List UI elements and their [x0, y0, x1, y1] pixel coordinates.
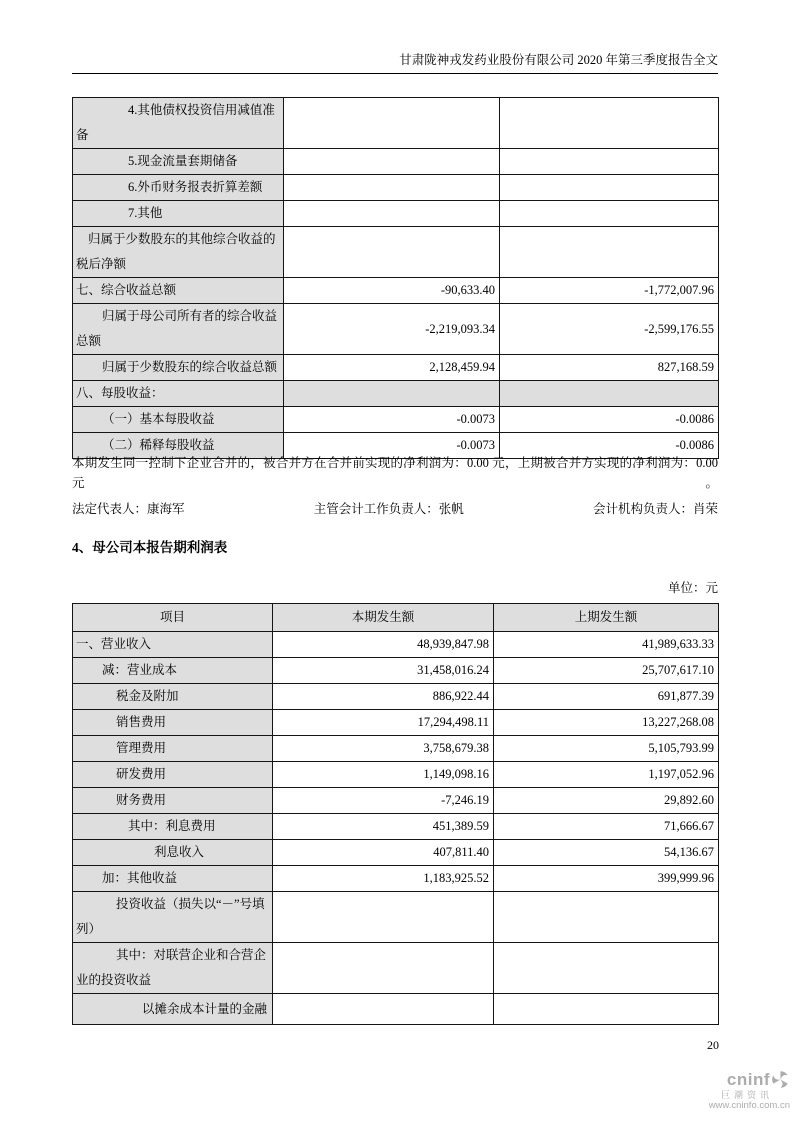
row-label-cell: 研发费用	[73, 762, 273, 788]
table-row	[73, 994, 719, 1025]
table-row	[73, 355, 719, 381]
row-label-cell: 税金及附加	[73, 684, 273, 710]
row-label-cell: 归属于母公司所有者的综合收益总额	[73, 304, 284, 355]
current-amount-cell: -0.0073	[284, 407, 500, 433]
row-label-cell: 管理费用	[73, 736, 273, 762]
row-label-cell: 7.其他	[73, 201, 284, 227]
current-amount-cell: 451,389.59	[273, 814, 494, 840]
cninfo-logo	[709, 1070, 790, 1112]
prior-amount-cell: -0.0086	[500, 407, 719, 433]
prior-amount-cell: 827,168.59	[500, 355, 719, 381]
row-label-cell: 归属于少数股东的其他综合收益的税后净额	[73, 227, 284, 278]
row-label-cell: 其中：利息费用	[73, 814, 273, 840]
chief-accountant: 主管会计工作负责人：张帆	[313, 502, 464, 516]
signature-line	[72, 499, 718, 517]
current-amount-cell	[284, 201, 500, 227]
current-amount-cell: -2,219,093.34	[284, 304, 500, 355]
prior-amount-cell	[500, 201, 719, 227]
table-header-row	[73, 604, 719, 632]
current-amount-cell: 407,811.40	[273, 840, 494, 866]
current-amount-cell	[284, 98, 500, 149]
table-row	[73, 278, 719, 304]
prior-amount-cell	[500, 98, 719, 149]
prior-amount-cell	[500, 149, 719, 175]
cninfo-url: www.cninfo.com.cn	[708, 1099, 790, 1111]
prior-amount-cell: -1,772,007.96	[500, 278, 719, 304]
prior-amount-cell	[500, 175, 719, 201]
unit-label: 单位：元	[667, 581, 718, 595]
row-label-cell: 5.现金流量套期储备	[73, 149, 284, 175]
table-row	[73, 762, 719, 788]
cninfo-caption: 巨潮资讯	[720, 1089, 773, 1100]
current-amount-cell	[284, 175, 500, 201]
current-amount-cell: 3,758,679.38	[273, 736, 494, 762]
prior-amount-cell: 54,136.67	[494, 840, 719, 866]
table-row	[73, 684, 719, 710]
document-title: 甘肃陇神戎发药业股份有限公司 2020 年第三季度报告全文	[399, 53, 718, 67]
table-row	[73, 201, 719, 227]
row-label-cell: 4.其他债权投资信用减值准备	[73, 98, 284, 149]
row-label-cell: 6.外币财务报表折算差额	[73, 175, 284, 201]
row-label-cell: 财务费用	[73, 788, 273, 814]
comprehensive-income-table	[72, 97, 719, 459]
table-row	[73, 304, 719, 355]
prior-amount-cell: 5,105,793.99	[494, 736, 719, 762]
col-header-item: 项目	[73, 604, 273, 632]
section-heading: 4、母公司本报告期利润表	[72, 540, 228, 555]
row-label-cell: 七、综合收益总额	[73, 278, 284, 304]
row-label-cell: 销售费用	[73, 710, 273, 736]
table-row	[73, 632, 719, 658]
row-label-cell: 利息收入	[73, 840, 273, 866]
current-amount-cell	[273, 892, 494, 943]
current-amount-cell: 17,294,498.11	[273, 710, 494, 736]
prior-amount-cell: 691,877.39	[494, 684, 719, 710]
current-amount-cell: -0.0073	[284, 433, 500, 459]
current-amount-cell: 2,128,459.94	[284, 355, 500, 381]
current-amount-cell	[273, 943, 494, 994]
table-row	[73, 407, 719, 433]
current-amount-cell: 886,922.44	[273, 684, 494, 710]
prior-amount-cell	[494, 994, 719, 1025]
row-label-cell: 投资收益（损失以“－”号填列）	[73, 892, 273, 943]
table-row	[73, 840, 719, 866]
legal-representative: 法定代表人：康海军	[72, 502, 185, 516]
row-label-cell: 以摊余成本计量的金融	[73, 994, 273, 1025]
row-label-cell: 归属于少数股东的综合收益总额	[73, 355, 284, 381]
current-amount-cell	[284, 381, 500, 407]
cninfo-brand-text: cninf	[726, 1070, 770, 1089]
table-row	[73, 943, 719, 994]
parent-company-income-table	[72, 603, 719, 1025]
table-row	[73, 736, 719, 762]
prior-amount-cell	[500, 227, 719, 278]
current-amount-cell: -7,246.19	[273, 788, 494, 814]
prior-amount-cell: 29,892.60	[494, 788, 719, 814]
page-number: 20	[707, 1038, 719, 1052]
table-row	[73, 381, 719, 407]
row-label-cell: 八、每股收益：	[73, 381, 284, 407]
current-amount-cell	[284, 149, 500, 175]
prior-amount-cell	[500, 381, 719, 407]
col-header-current-period: 本期发生额	[273, 604, 494, 632]
table-row	[73, 892, 719, 943]
current-amount-cell: -90,633.40	[284, 278, 500, 304]
prior-amount-cell: 1,197,052.96	[494, 762, 719, 788]
current-amount-cell	[273, 994, 494, 1025]
prior-amount-cell: 41,989,633.33	[494, 632, 719, 658]
table-row	[73, 814, 719, 840]
row-label-cell: 减：营业成本	[73, 658, 273, 684]
table-row	[73, 710, 719, 736]
col-header-prior-period: 上期发生额	[494, 604, 719, 632]
table-row	[73, 866, 719, 892]
row-label-cell: 其中：对联营企业和合营企业的投资收益	[73, 943, 273, 994]
prior-amount-cell: -2,599,176.55	[500, 304, 719, 355]
table-row	[73, 149, 719, 175]
prior-amount-cell	[494, 892, 719, 943]
merger-note: 本期发生同一控制下企业合并的，被合并方在合并前实现的净利润为：0.00 元，上期被合并方实现的净利润为：0.00 元。	[72, 456, 718, 490]
prior-amount-cell	[494, 943, 719, 994]
current-amount-cell	[284, 227, 500, 278]
current-amount-cell: 1,183,925.52	[273, 866, 494, 892]
current-amount-cell: 1,149,098.16	[273, 762, 494, 788]
cninfo-swirl-icon	[771, 1070, 790, 1089]
prior-amount-cell: 399,999.96	[494, 866, 719, 892]
table-row	[73, 788, 719, 814]
row-label-cell: 加：其他收益	[73, 866, 273, 892]
prior-amount-cell: 71,666.67	[494, 814, 719, 840]
document-header	[72, 50, 718, 74]
table-row	[73, 175, 719, 201]
row-label-cell: 一、营业收入	[73, 632, 273, 658]
current-amount-cell: 48,939,847.98	[273, 632, 494, 658]
row-label-cell: （二）稀释每股收益	[73, 433, 284, 459]
table-row	[73, 98, 719, 149]
accounting-head: 会计机构负责人：肖荣	[592, 502, 718, 516]
table-row	[73, 227, 719, 278]
prior-amount-cell: 25,707,617.10	[494, 658, 719, 684]
table-row	[73, 658, 719, 684]
row-label-cell: （一）基本每股收益	[73, 407, 284, 433]
prior-amount-cell: -0.0086	[500, 433, 719, 459]
current-amount-cell: 31,458,016.24	[273, 658, 494, 684]
prior-amount-cell: 13,227,268.08	[494, 710, 719, 736]
